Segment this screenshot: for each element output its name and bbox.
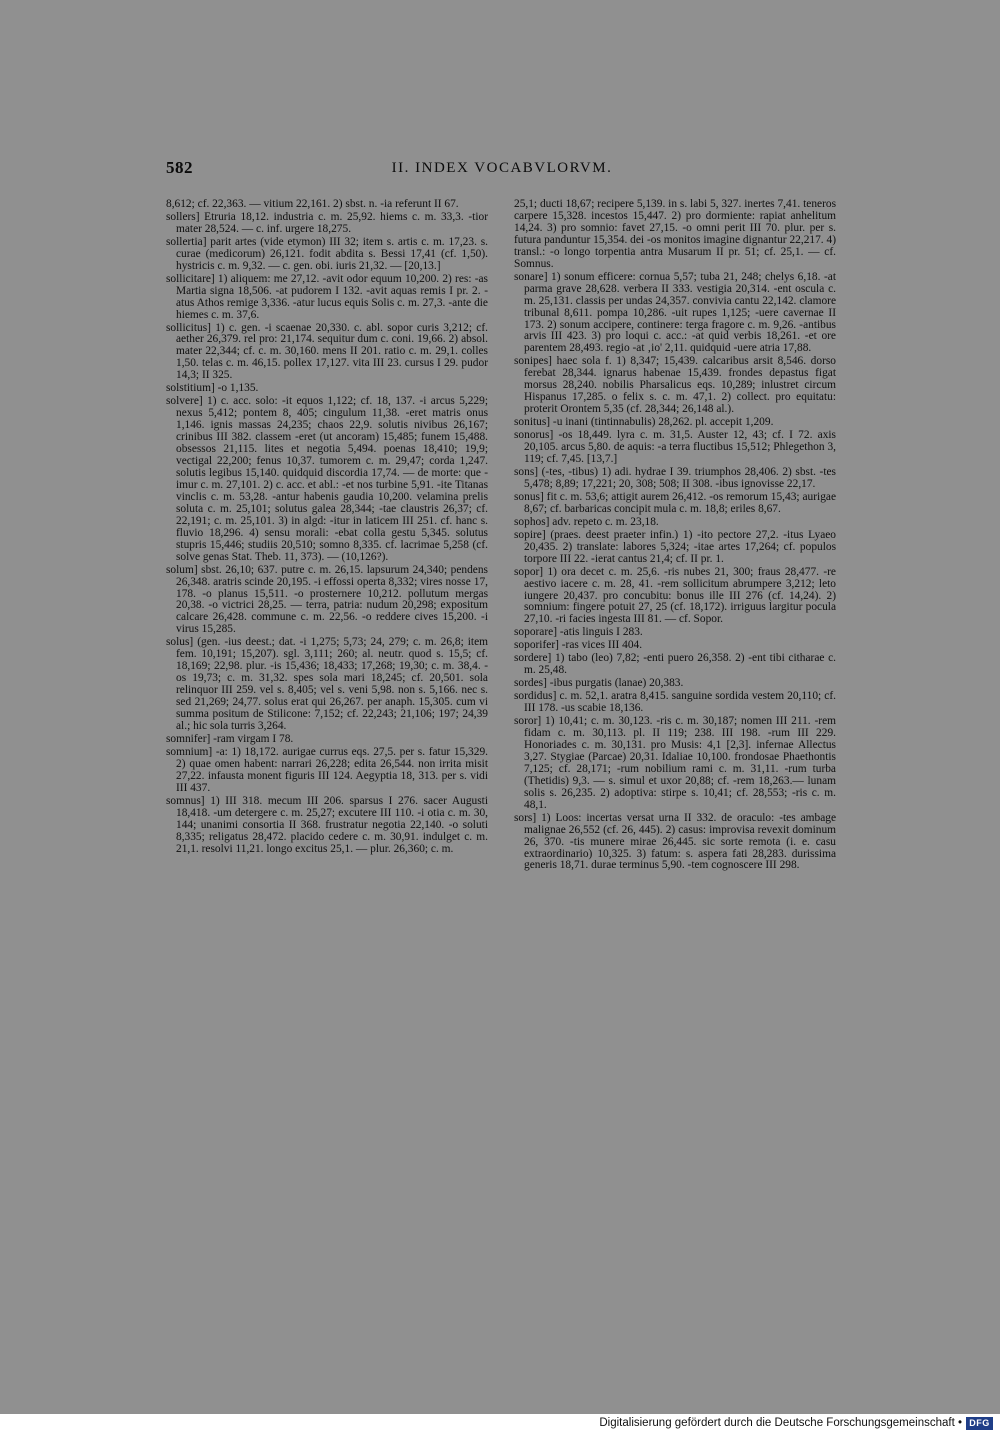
index-entry: sonus] fit c. m. 53,6; attigit aurem 26,412. -os remorum 15,43; aurigae 8,67; cf. barbaricas concipit mula c. m. 18,8; eriles 8,67. <box>514 490 836 515</box>
index-entry: sors] 1) Loos: incertas versat urna II 332. de oraculo: -tes ambage malignae 26,552 (cf. 26, 445). 2) casus: improvisa revexit dominum 26, 370. -tis munere mirae 26,445. sic sorte remota (i. e. casu extraordinario) 10,325. 3) fatum: s. aspera fati 28,283. durissima generis 18,71. durae terminus 5,90. -tem cognoscere III 298. <box>514 811 836 872</box>
index-entry: sollertia] parit artes (vide etymon) III 32; item s. artis c. m. 17,23. s. curae (medicorum) 26,121. fodit abdita s. Bessi 17,41 (cf. 1,50). hystricis c. m. 9,32. — c. gen. obi. iuris 21,32. — [20,13.] <box>166 235 488 272</box>
footer-bar <box>0 1414 1000 1434</box>
index-entry: sordes] -ibus purgatis (lanae) 20,383. <box>514 677 684 690</box>
index-entry: soporifer] -ras vices III 404. <box>514 639 643 652</box>
index-entry: sordidus] c. m. 52,1. aratra 8,415. sanguine sordida vestem 20,110; cf. III 178. -us scabie 18,136. <box>514 690 836 715</box>
index-entry: solum] sbst. 26,10; 637. putre c. m. 26,15. lapsurum 24,340; pendens 26,348. aratris scinde 20,195. -i effossi operta 8,332; vires nosse 17, 178. -o planus 15,511. -o prosternere 10,212. pollutum mergas 20,38. -o victrici 28,25. — terra, patria: nudum 20,298; expositum calcare 26,428. commune c. m. 22,56. -o reddere cives 15,200. -i virus 15,285. <box>166 563 488 636</box>
index-entry: somnus] 1) III 318. mecum III 206. sparsus I 276. sacer Augusti 18,418. -um detergere c. m. 25,27; excutere III 110. -i otia c. m. 30, 144; unanimi consortia II 368. frustratur negotia 22,140. -o soluti 8,335; religatus 28,472. placido cedere c. m. 30,91. indulget c. m. 21,1. resolvi 11,21. longo excitus 25,1. — plur. 26,360; c. m. <box>166 794 488 855</box>
index-entry: sollicitare] 1) aliquem: me 27,12. -avit odor equum 10,200. 2) res: -as Martia signa 18,506. -at pudorem I 132. -avit aquas remis I pr. 2. -atus Athos remige 3,336. -atur lucus equis Solis c. m. 27,3. -ante die hiemes c. m. 37,6. <box>166 272 488 321</box>
index-entry: soporare] -atis linguis I 283. <box>514 626 643 639</box>
funding-credit: Digitalisierung gefördert durch die Deutsche Forschungsgemeinschaft • <box>599 1417 962 1429</box>
index-entry: solstitium] -o 1,135. <box>166 382 259 395</box>
index-entry: sonorus] -os 18,449. lyra c. m. 31,5. Auster 12, 43; cf. I 72. axis 20,105. arcus 5,80. de aquis: -a terra fluctibus 15,512; Phlegethon 3, 119; cf. 7,45. [13,7.] <box>514 429 836 466</box>
index-entry: sons] (-tes, -tibus) 1) adi. hydrae I 39. triumphos 28,406. 2) sbst. -tes 5,478; 8,89; 17,221; 20, 308; 508; II 308. -ibus ignovisse 22,17. <box>514 465 836 490</box>
index-entry: sonipes] haec sola f. 1) 8,347; 15,439. calcaribus arsit 8,546. dorso ferebat 28,344. ignarus habenae 15,439. frondes depastus figat morsus 28,240. nobilis Pharsalicus eqs. 10,289; inlustret circum Hispanus 17,285. o felix s. c. m. 47,1. 2) collect. pro equitatu: proterit Orontem 5,35 (cf. 28,344; 26,148 al.). <box>514 355 836 416</box>
index-entry: sopire] (praes. deest praeter infin.) 1) -ito pectore 27,2. -itus Lyaeo 20,435. 2) translate: labores 5,324; -itae artes 17,264; cf. populos torpore III 22. -ierat cantus 21,4; cf. II pr. 1. <box>514 528 836 565</box>
index-entry: solvere] 1) c. acc. solo: -it equos 1,122; cf. 18, 137. -i arcus 5,229; nexus 5,412; pontem 8, 405; cingulum 11,38. -eret matris onus 1,146. ignis massas 24,235; chaos 22,9. solutis nivibus 26,167; crinibus III 382. classem -eret (ut ancoram) 15,485; funem 15,488. obsessos 21,115. lites et negotia 5,494. poenas 18,410; 19,9; vectigal 22,200; fenus 10,37. tumorem c. m. 29,47; corda 1,247. solutis legibus 15,140. quidquid discordia 17,74. — de morte: que -imur c. m. 27,101. 2) c. acc. et abl.: -et nos turbine 5,91. -ite Titanas vinclis c. m. 53,28. -antur habenis gaudia 10,200. velamina prelis soluta c. m. 25,101; solutus galea 28,344; -tae claustris 26,37; cf. 22,191; c. m. 25,101. 3) in algd: -itur in laticem III 251. cf. hanc s. fluvio 18,296. 4) sensu morali: -ebat colla gestu 5,345. solutus stupris 15,446; studiis 20,510; somno 8,335. cf. lacrimae 5,258 (cf. solve genas Stat. Theb. 11, 373). — (10,126?). <box>166 395 488 563</box>
index-entry: soror] 1) 10,41; c. m. 30,123. -ris c. m. 30,187; nomen III 211. -rem fidam c. m. 30,113. pl. II 119; 238. III 198. -rum III 229. Honoriades c. m. 30,131. pro Musis: 4,1 [2,3]. infernae Allectus 3,27. Stygiae (Parcae) 20,31. Idaliae 10,100. frondosae Phaethontis 7,125; cf. 28,171; -rum nobilium rami c. m. 31,11. -rum turba (Thetidis) 9,3. — s. simul et uxor 20,88; cf. -rem 18,263.— lunam solis s. 26,235. 2) adoptiva: stirpe s. 10,41; cf. 28,553; -ris c. m. 48,1. <box>514 715 836 811</box>
index-entry: 25,1; ducti 18,67; recipere 5,139. in s. labi 5, 327. inertes 7,41. teneros carpere 15,328. incestos 15,447. 2) pro dormiente: rapiat anhelitum 14,24. 3) pro somnio: favet 27,15. -o omni perit III 70. plur. per s. futura panduntur 15,354. dei -os monitos imagine dignantur 22,217. 4) transl.: -o longo torpentia antra Musarum II pr. 51; cf. 25,1. — cf. Somnus. <box>514 198 836 270</box>
page-number: 582 <box>166 158 193 177</box>
right-column <box>514 199 836 873</box>
index-entry: sonitus] -u inani (tintinnabulis) 28,262. pl. accepit 1,209. <box>514 416 774 429</box>
index-entry: sophos] adv. repeto c. m. 23,18. <box>514 515 659 528</box>
dfg-logo-icon: DFG <box>966 1417 993 1430</box>
left-column <box>166 199 488 856</box>
index-entry: sollers] Etruria 18,12. industria c. m. 25,92. hiems c. m. 33,3. -tior mater 28,524. — c. inf. urgere 18,275. <box>166 210 488 235</box>
index-entry: solus] (gen. -ius deest.; dat. -i 1,275; 5,73; 24, 279; c. m. 26,8; item fem. 10,191; 15,207). sgl. 3,111; 260; al. neutr. quod s. 15,5; cf. 18,169; 22,98. plur. -is 15,436; 18,433; 17,268; 19,30; c. m. 38,4. -os 19,73; c. m. 31,32. spes sola mari 18,245; cf. 20,501. sola relinquor III 259. vel s. 8,405; vel s. veni 5,98. non s. 5,166. nec s. sed 21,269; 24,77. solus erat qui 26,267. per anaph. 15,305. cum vi summa positum de Stilicone: 7,152; cf. 22,243; 21,106; 197; 24,39 al.; hic sola turris 3,264. <box>166 636 488 732</box>
index-entry: somnium] -a: 1) 18,172. aurigae currus eqs. 27,5. per s. fatur 15,329. 2) quae omen habent: narrari 26,228; edita 26,544. non irrita misit 27,22. infausta monent figuris III 124. Aegyptia 18, 313. per s. vidi III 437. <box>166 745 488 794</box>
running-title: II. INDEX VOCABVLORVM. <box>391 160 613 176</box>
index-entry: 8,612; cf. 22,363. — vitium 22,161. 2) sbst. n. -ia referunt II 67. <box>166 198 459 210</box>
index-entry: sopor] 1) ora decet c. m. 25,6. -ris nubes 21, 300; fraus 28,477. -re aestivo iacere c. m. 28, 41. -rem sollicitum abrumpere 3,212; leto iungere 20,437. pro concubitu: bonus ille III 276 (cf. 14,24). 2) somnium: fingere potuit 27, 25 (cf. 18,172). irriguus largitur pocula 27,10. -ri facies ingesta III 81. — cf. Sopor. <box>514 565 836 626</box>
index-entry: sordere] 1) tabo (leo) 7,82; -enti puero 26,358. 2) -ent tibi citharae c. m. 25,48. <box>514 652 836 677</box>
index-entry: sollicitus] 1) c. gen. -i scaenae 20,330. c. abl. sopor curis 3,212; cf. aether 26,379. rel pro: 21,174. sequitur dum c. coni. 19,66. 2) absol. mater 22,344; cf. c. m. 30,160. mens II 201. ratio c. m. 29,1. colles 1,50. telas c. m. 46,15. pollex 17,127. vita III 23. cursus I 29. pudor 14,3; II 325. <box>166 321 488 382</box>
index-entry: sonare] 1) sonum efficere: cornua 5,57; tuba 21, 248; chelys 6,18. -at parma grave 28,628. verbera II 333. vestigia 20,314. -ent oscula c. m. 25,131. classis per undas 24,357. convivia cantu 22,142. clamore tribunal 8,611. pompa 10,286. -uit rupes 1,125; -uere cavernae II 173. 2) sonum accipere, continere: terga fragore c. m. 9,26. -antibus arvis III 423. 3) pro loqui c. acc.: -at quid verbis 18,261. -et ore parentem 28,493. regio -at ‚io' 2,11. quidquid -uere atria 17,88. <box>514 270 836 355</box>
index-entry: somnifer] -ram virgam I 78. <box>166 732 294 745</box>
page-header <box>166 158 838 180</box>
